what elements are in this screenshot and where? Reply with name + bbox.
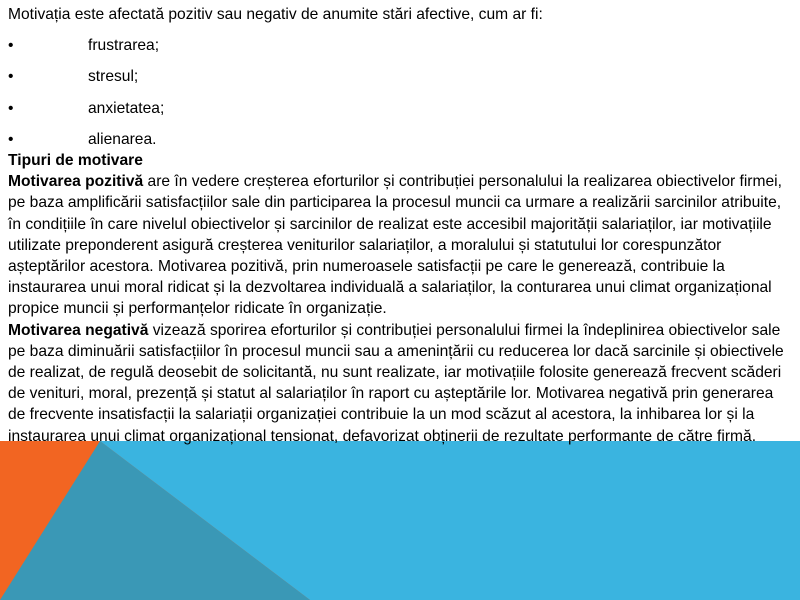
positive-body: are în vedere creșterea eforturilor și contribuției personalului la realizarea obiectivelor firmei, pe baza amplificării satisfacțiilor sale din participarea la procesul muncii ca urmare a realizării sarcinilor atribuite, în condițiile în care nivelul obiectivelor și sarcinilor de realizat este accesibil majorității salariaților, iar motivațiile utilizate preponderent asigură creșterea veniturilor salariaților, a moralului și statutului lor corespunzător așteptărilor acestora. Motivarea pozitivă, prin numeroasele satisfacții pe care le generează, contribuie la instaurarea unui moral ridicat și la dezvoltarea individuală a salariaților, la conturarea unui climat organizațional propice muncii și performanțelor ridicate în organizație.	[8, 173, 782, 318]
bullet-icon: •	[8, 68, 14, 86]
list-item	[8, 98, 792, 119]
positive-paragraph	[8, 171, 792, 319]
list-item	[8, 35, 792, 56]
bullet-icon: •	[8, 99, 14, 117]
bullet-icon: •	[8, 130, 14, 148]
negative-body: vizează sporirea eforturilor și contribuției personalului firmei la îndeplinirea obiectivelor sale pe baza diminuării satisfacțiilor în procesul muncii sau a amenințării cu reducerea lor dacă sarcinile și obiectivele de realizat, de regulă deosebit de solicitantă, nu sunt realizate, iar motivațiile folosite generează frecvent scăderi de venituri, moral, prezență și statut al salariaților în raport cu așteptările lor. Motivarea negativă prin generarea de frecvente insatisfacții la salariații organizației contribuie la un mod scăzut al acestora, la inhibarea lor și la instaurarea unui climat organizațional tensionat, defavorizat obținerii de rezultate performante de către firmă.	[8, 321, 784, 445]
negative-term: Motivarea negativă	[8, 321, 149, 339]
bullet-icon: •	[8, 37, 14, 55]
negative-paragraph	[8, 320, 792, 447]
bullet-text: frustrarea;	[88, 37, 160, 55]
section-heading: Tipuri de motivare	[8, 152, 143, 170]
bullet-text: alienarea.	[88, 130, 157, 148]
intro-text: Motivația este afectată pozitiv sau negativ de anumite stări afective, cum ar fi:	[8, 6, 543, 23]
list-item	[8, 129, 792, 150]
document-body	[8, 4, 792, 447]
positive-term: Motivarea pozitivă	[8, 173, 144, 191]
bullet-text: stresul;	[88, 68, 139, 86]
list-item	[8, 66, 792, 87]
bullet-text: anxietatea;	[88, 99, 165, 117]
